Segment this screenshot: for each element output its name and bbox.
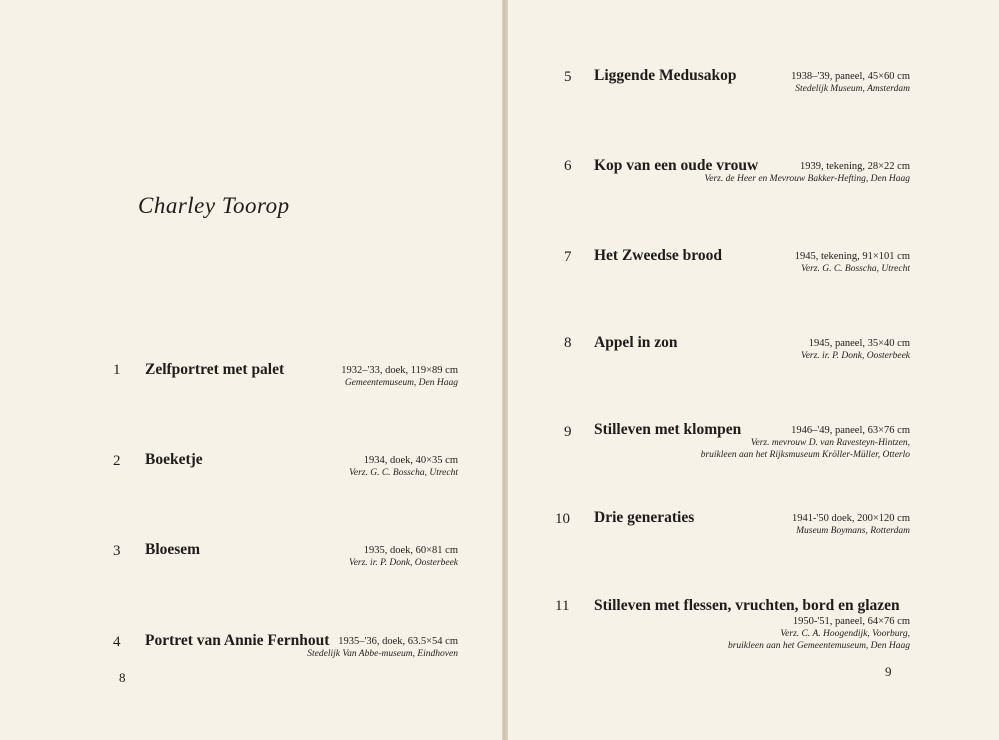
entry-collection: Verz. C. A. Hoogendijk, Voorburg, (780, 629, 910, 639)
entry-meta (705, 160, 911, 185)
entry-details: 1935, doek, 60×81 cm (363, 545, 458, 556)
entry-title: Bloesem (145, 541, 201, 558)
entry-title: Liggende Medusakop (594, 67, 737, 84)
entry-collection: Stedelijk Museum, Amsterdam (795, 84, 910, 94)
entry-collection: Museum Boymans, Rotterdam (796, 526, 910, 536)
page-number: 9 (885, 664, 892, 679)
page-number: 8 (119, 670, 126, 685)
entry-number: 3 (113, 543, 121, 559)
entry-collection: Verz. de Heer en Mevrouw Bakker-Hefting, Den Haag (704, 174, 910, 184)
entry-title: Drie generaties (594, 509, 695, 526)
entry-title: Stilleven met flessen, vruchten, bord en glazen (594, 597, 900, 614)
entry-details: 1939, tekening, 28×22 cm (799, 161, 910, 172)
entry-number: 6 (564, 158, 572, 174)
entry-number: 5 (564, 69, 572, 85)
entry-details: 1938–'39, paneel, 45×60 cm (791, 71, 910, 82)
entry-title: Stilleven met klompen (594, 421, 742, 438)
entry-meta (795, 250, 910, 275)
entry-title: Zelfportret met palet (145, 361, 285, 378)
entry-details: 1932–'33, doek, 119×89 cm (341, 365, 458, 376)
entry-meta (349, 454, 458, 479)
entry-title: Portret van Annie Fernhout (145, 632, 330, 649)
entry-title: Boeketje (145, 451, 203, 468)
entry-number: 11 (555, 598, 570, 614)
entry-collection: Stedelijk Van Abbe-museum, Eindhoven (307, 649, 458, 659)
entry-meta (728, 615, 910, 652)
entry-details: 1934, doek, 40×35 cm (363, 455, 458, 466)
entry-details: 1941-'50 doek, 200×120 cm (791, 513, 910, 524)
entry-details: 1946–'49, paneel, 63×76 cm (791, 425, 910, 436)
entry-meta (307, 635, 458, 660)
entry-collection: Gemeentemuseum, Den Haag (344, 378, 458, 388)
entry-number: 10 (555, 511, 570, 527)
entry-details: 1950-'51, paneel, 64×76 cm (792, 616, 910, 627)
entry-collection: Verz. G. C. Bosscha, Utrecht (349, 468, 458, 478)
entry-details: 1935–'36, doek, 63.5×54 cm (338, 636, 458, 647)
entry-collection: Verz. G. C. Bosscha, Utrecht (801, 264, 910, 274)
entry-number: 2 (113, 453, 121, 469)
entry-details: 1945, tekening, 91×101 cm (794, 251, 910, 262)
entry-meta (792, 512, 910, 537)
entry-meta (341, 364, 458, 389)
entry-collection-loan: bruikleen aan het Rijksmuseum Kröller-Müller, Otterlo (700, 450, 910, 460)
artist-name: Charley Toorop (138, 193, 290, 218)
entry-title: Appel in zon (594, 334, 678, 351)
entry-meta (791, 70, 910, 95)
entry-number: 7 (564, 249, 572, 265)
entry-meta (801, 337, 910, 362)
entry-collection: Verz. ir. P. Donk, Oosterbeek (348, 558, 458, 568)
entry-number: 4 (113, 634, 121, 650)
entry-title: Kop van een oude vrouw (594, 157, 759, 174)
entry-number: 8 (564, 335, 572, 351)
entry-meta (349, 544, 458, 569)
entry-meta (701, 424, 910, 461)
right-page (507, 0, 999, 740)
entry-collection-loan: bruikleen aan het Gemeentemuseum, Den Haag (727, 641, 910, 651)
entry-number: 1 (113, 362, 121, 378)
entry-collection: Verz. ir. P. Donk, Oosterbeek (800, 351, 910, 361)
entry-number: 9 (564, 424, 572, 440)
entry-title: Het Zweedse brood (594, 247, 723, 264)
entry-details: 1945, paneel, 35×40 cm (808, 338, 910, 349)
entry-collection: Verz. mevrouw D. van Ravesteyn-Hintzen, (750, 438, 910, 448)
